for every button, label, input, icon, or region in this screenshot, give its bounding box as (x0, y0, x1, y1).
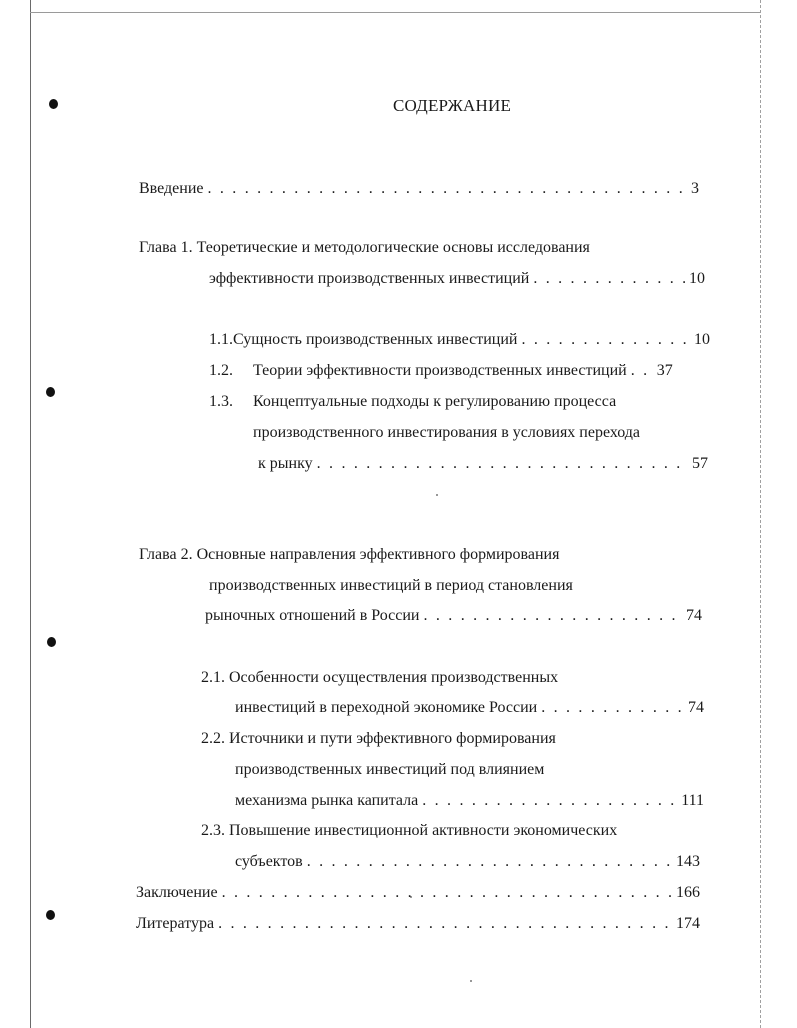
punch-hole-4 (46, 910, 55, 920)
toc-section-1-3-cont[interactable] (253, 422, 640, 444)
toc-label: Заключение (136, 884, 218, 901)
toc-label: инвестиций в переходной экономике России (235, 699, 538, 716)
toc-label: 2.1. Особенности осуществления производственных (201, 669, 559, 686)
toc-page-number: 57 (692, 455, 708, 472)
toc-label: 2.3. Повышение инвестиционной активности экономических (201, 822, 618, 839)
toc-label: субъектов (235, 853, 303, 870)
toc-leader-dots (541, 697, 684, 719)
toc-section-2-2-cont[interactable] (235, 759, 544, 781)
toc-page-number: 3 (691, 180, 699, 197)
toc-label: 2.2. Источники и пути эффективного формирования (201, 730, 556, 747)
scan-speck (470, 980, 472, 982)
toc-leader-dots (521, 329, 690, 351)
toc-label: к рынку (258, 455, 313, 472)
toc-page-number: 166 (676, 884, 700, 901)
toc-label: Теории эффективности производственных инвестиций (253, 362, 627, 379)
toc-label: рыночных отношений в России (205, 607, 420, 624)
toc-entry-conclusion[interactable] (136, 882, 700, 904)
toc-label: Концептуальные подходы к регулированию процесса (253, 393, 617, 410)
punch-hole-1 (49, 99, 58, 109)
toc-section-1-3-cont2[interactable] (258, 453, 708, 475)
toc-chapter2-heading-cont[interactable] (209, 575, 573, 597)
toc-label: производственного инвестирования в условиях перехода (253, 424, 641, 441)
toc-entry-literature[interactable] (136, 913, 700, 935)
toc-page-number: 174 (676, 915, 700, 932)
toc-leader-dots (631, 360, 653, 382)
toc-section-2-2-cont2[interactable] (235, 790, 704, 812)
toc-leader-dots (317, 453, 688, 475)
toc-page-number: 111 (681, 792, 704, 809)
toc-leader-dots (533, 268, 685, 290)
toc-page-number: 143 (676, 853, 700, 870)
toc-label: производственных инвестиций в период становления (209, 577, 573, 594)
toc-page-number: 74 (686, 607, 702, 624)
punch-hole-2 (46, 387, 55, 397)
toc-label: механизма рынка капитала (235, 792, 419, 809)
scan-border-right (760, 0, 762, 1028)
toc-chapter1-heading-cont[interactable] (209, 268, 705, 290)
toc-label: Введение (139, 180, 204, 197)
punch-hole-3 (47, 637, 56, 647)
toc-section-1-1[interactable] (209, 329, 710, 351)
toc-section-2-3-cont[interactable] (235, 851, 700, 873)
toc-leader-dots (424, 605, 683, 627)
toc-section-number: 1.3. (209, 393, 233, 410)
scan-border-left (30, 0, 31, 1028)
toc-chapter2-heading-cont2[interactable] (205, 605, 702, 627)
toc-section-1-2[interactable] (209, 360, 708, 382)
toc-section-2-1-cont[interactable] (235, 697, 704, 719)
toc-label: производственных инвестиций под влиянием (235, 761, 545, 778)
toc-leader-dots (307, 851, 672, 873)
toc-page-number: 10 (689, 270, 705, 287)
scan-speck (436, 494, 438, 496)
toc-section-number: 1.2. (209, 362, 233, 379)
toc-label: Глава 1. Теоретические и методологические основы исследования (139, 239, 590, 256)
toc-chapter1-heading[interactable] (139, 237, 590, 259)
toc-page-number: 74 (688, 699, 704, 716)
toc-page-number: 37 (656, 362, 673, 379)
toc-section-2-2[interactable] (201, 728, 556, 750)
toc-entry-intro[interactable] (139, 178, 699, 200)
page-title: СОДЕРЖАНИЕ (393, 96, 512, 115)
toc-label: Глава 2. Основные направления эффективного формирования (139, 546, 560, 563)
toc-chapter2-heading[interactable] (139, 544, 559, 566)
toc-section-2-1[interactable] (201, 667, 558, 689)
toc-label: эффективности производственных инвестиций (209, 270, 530, 287)
toc-section-1-3[interactable] (209, 391, 616, 413)
scan-border-top (30, 12, 760, 13)
toc-leader-dots (208, 178, 688, 200)
toc-section-number: 1.1. (209, 331, 233, 348)
toc-label: Сущность производственных инвестиций (233, 331, 518, 348)
toc-label: Литература (136, 915, 215, 932)
toc-page-number: 10 (694, 331, 710, 348)
toc-section-2-3[interactable] (201, 820, 617, 842)
toc-leader-dots (222, 882, 672, 904)
toc-leader-dots (218, 913, 672, 935)
toc-leader-dots (422, 790, 677, 812)
